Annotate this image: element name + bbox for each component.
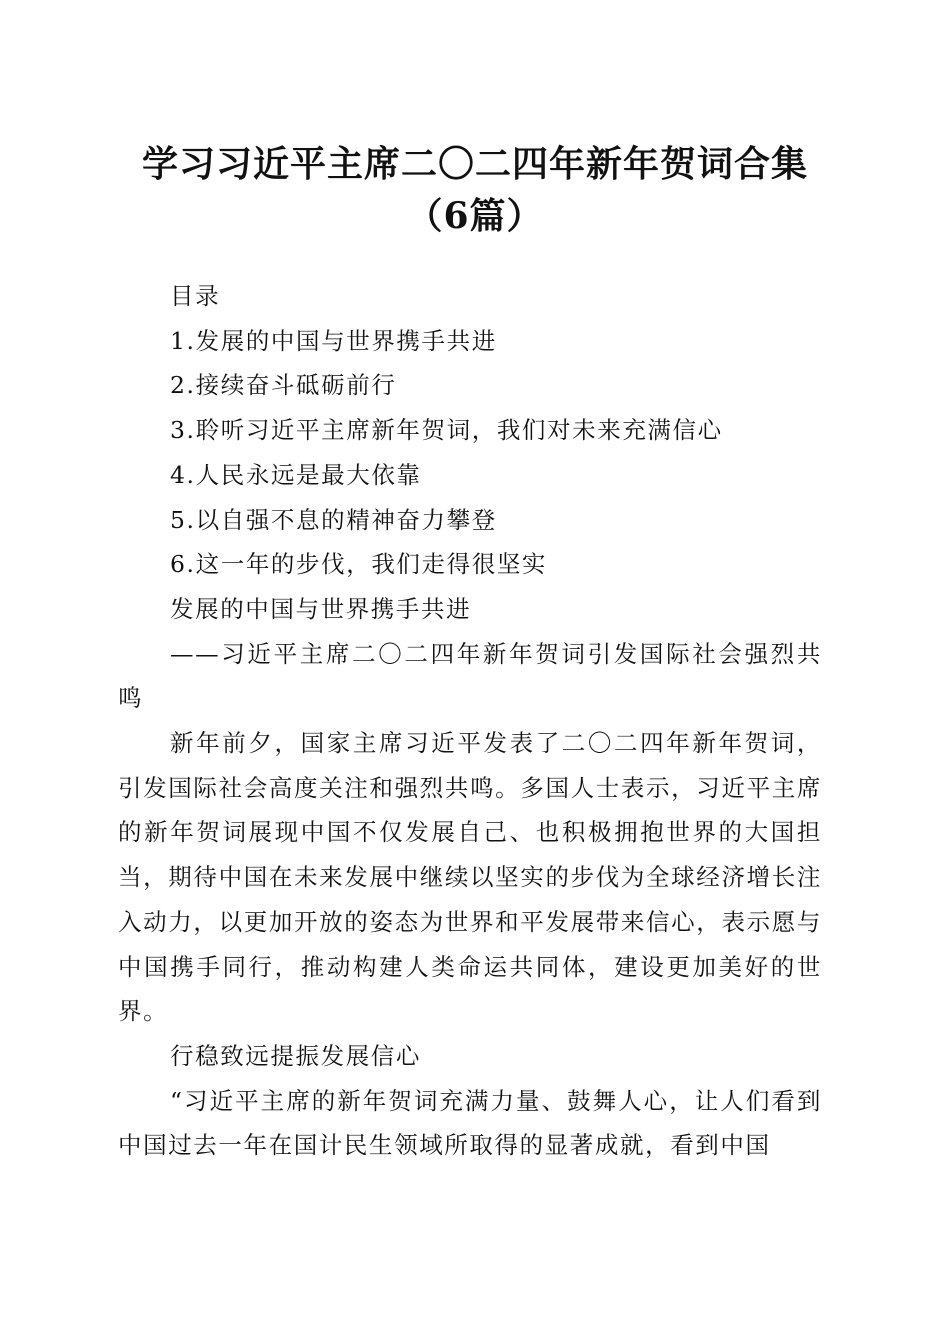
- body-paragraph: 新年前夕，国家主席习近平发表了二〇二四年新年贺词，引发国际社会高度关注和强烈共鸣。多国人士表示，习近平主席的新年贺词展现中国不仅发展自己、也积极拥抱世界的大国担当，期待中国在未来发展中继续以坚实的步伐为全球经济增长注入动力，以更加开放的姿态为世界和平发展带来信心，表示愿与中国携手同行，推动构建人类命运共同体，建设更加美好的世界。: [118, 729, 822, 1026]
- toc-item-4: 4.人民永远是最大依靠: [170, 460, 422, 489]
- body-paragraph: “习近平主席的新年贺词充满力量、鼓舞人心，让人们看到中国过去一年在国计民生领域所取得的显著成就，看到中国: [118, 1086, 822, 1160]
- toc-item-6: 6.这一年的步伐，我们走得很坚实: [170, 550, 548, 579]
- document-title: 学习习近平主席二〇二四年新年贺词合集（6篇）: [141, 143, 808, 237]
- document-body: [118, 274, 822, 1168]
- section-title: 发展的中国与世界携手共进: [170, 594, 472, 623]
- toc-heading: 目录: [170, 282, 221, 310]
- toc-item-5: 5.以自强不息的精神奋力攀登: [170, 505, 497, 534]
- toc-item-2: 2.接续奋斗砥砺前行: [170, 371, 397, 400]
- section-subtitle: ——习近平主席二〇二四年新年贺词引发国际社会强烈共鸣: [118, 639, 822, 713]
- toc-item-3: 3.聆听习近平主席新年贺词，我们对未来充满信心: [170, 416, 723, 445]
- subheading: 行稳致远提振发展信心: [170, 1041, 421, 1070]
- toc-item-1: 1.发展的中国与世界携手共进: [170, 326, 497, 355]
